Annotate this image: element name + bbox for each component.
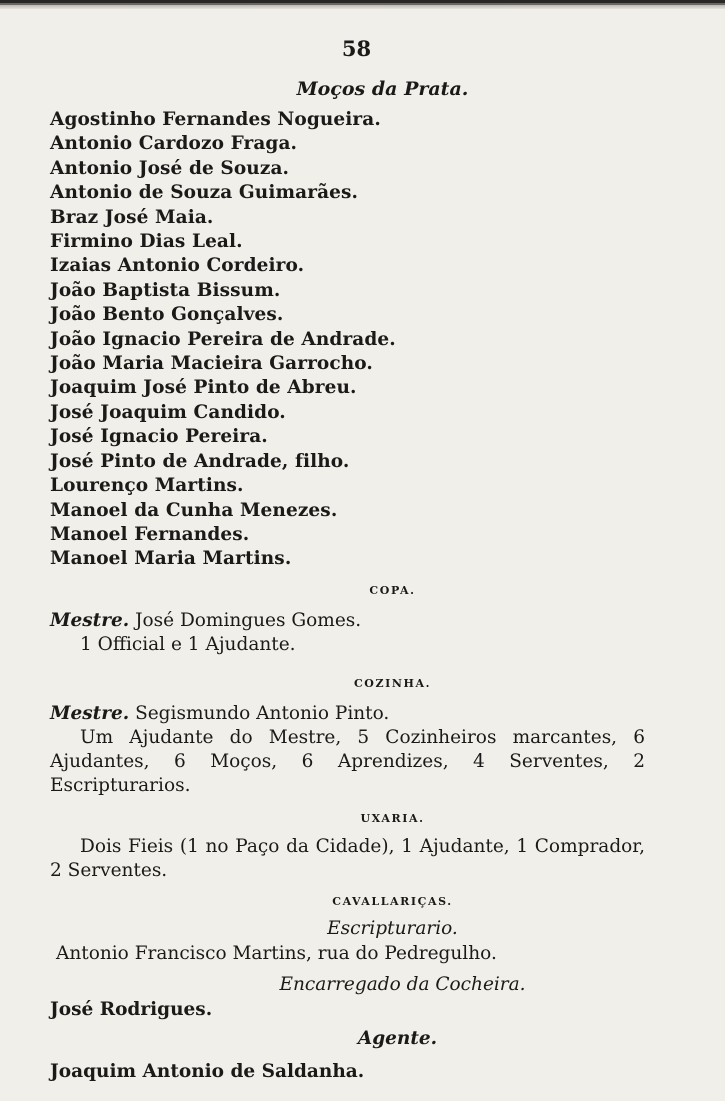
- uxaria-heading: UXARIA.: [360, 811, 425, 825]
- list-item: Antonio de Souza Guimarães.: [50, 182, 359, 204]
- list-item: Lourenço Martins.: [50, 475, 244, 497]
- list-item: Joaquim José Pinto de Abreu.: [50, 377, 357, 399]
- encarregado-name: José Rodrigues.: [50, 998, 213, 1020]
- name-list: [50, 108, 645, 572]
- list-item: Agostinho Fernandes Nogueira.: [50, 109, 381, 130]
- list-item: Firmino Dias Leal.: [50, 231, 243, 253]
- cozinha-heading: COZINHA.: [353, 676, 432, 690]
- list-item: João Baptista Bissum.: [50, 279, 281, 301]
- list-item: João Maria Macieira Garrocho.: [50, 353, 373, 375]
- list-item: João Bento Gonçalves.: [50, 304, 284, 326]
- escripturario-name: Antonio Francisco Martins, rua do Pedregulho.: [56, 942, 497, 964]
- agente-name: Joaquim Antonio de Saldanha.: [50, 1060, 365, 1082]
- page-number: 58: [341, 36, 372, 61]
- list-item: Manoel Maria Martins.: [50, 548, 292, 570]
- cavallaricas-heading: CAVALLARIÇAS.: [332, 894, 453, 908]
- list-item: Manoel Fernandes.: [50, 523, 250, 545]
- list-item: João Ignacio Pereira de Andrade.: [50, 328, 396, 350]
- cozinha-staff: Um Ajudante do Mestre, 5 Cozinheiros marcantes, 6 Ajudantes, 6 Moços, 6 Aprendizes, 4 Serventes, 2 Escripturarios.: [50, 726, 645, 796]
- list-item: Braz José Maia.: [50, 206, 214, 228]
- encarregado-label: Encarregado da Cocheira.: [279, 973, 526, 995]
- list-item: Izaias Antonio Cordeiro.: [50, 255, 305, 277]
- copa-mestre: [50, 609, 645, 633]
- list-item: Manoel da Cunha Menezes.: [50, 499, 338, 521]
- cozinha-mestre-name: Segismundo Antonio Pinto.: [135, 702, 390, 724]
- uxaria-staff: Dois Fieis (1 no Paço da Cidade), 1 Ajudante, 1 Comprador, 2 Serventes.: [50, 835, 645, 881]
- escripturario-label: Escripturario.: [327, 917, 458, 939]
- list-item: José Ignacio Pereira.: [50, 426, 268, 448]
- document-page: [50, 36, 645, 1084]
- cozinha-mestre-label: Mestre.: [50, 702, 130, 724]
- copa-heading: COPA.: [369, 583, 416, 597]
- list-item: José Joaquim Candido.: [50, 401, 286, 423]
- list-item: Antonio Cardozo Fraga.: [50, 133, 298, 155]
- top-border-rule: [0, 0, 725, 9]
- copa-staff: 1 Official e 1 Ajudante.: [80, 633, 296, 655]
- list-item: Antonio José de Souza.: [50, 157, 290, 179]
- cozinha-mestre: [50, 702, 645, 726]
- section-title: Moços da Prata.: [296, 78, 469, 100]
- copa-mestre-label: Mestre.: [50, 609, 130, 631]
- copa-mestre-name: José Domingues Gomes.: [135, 609, 362, 631]
- agente-label: Agente.: [357, 1027, 438, 1049]
- list-item: José Pinto de Andrade, filho.: [50, 450, 350, 472]
